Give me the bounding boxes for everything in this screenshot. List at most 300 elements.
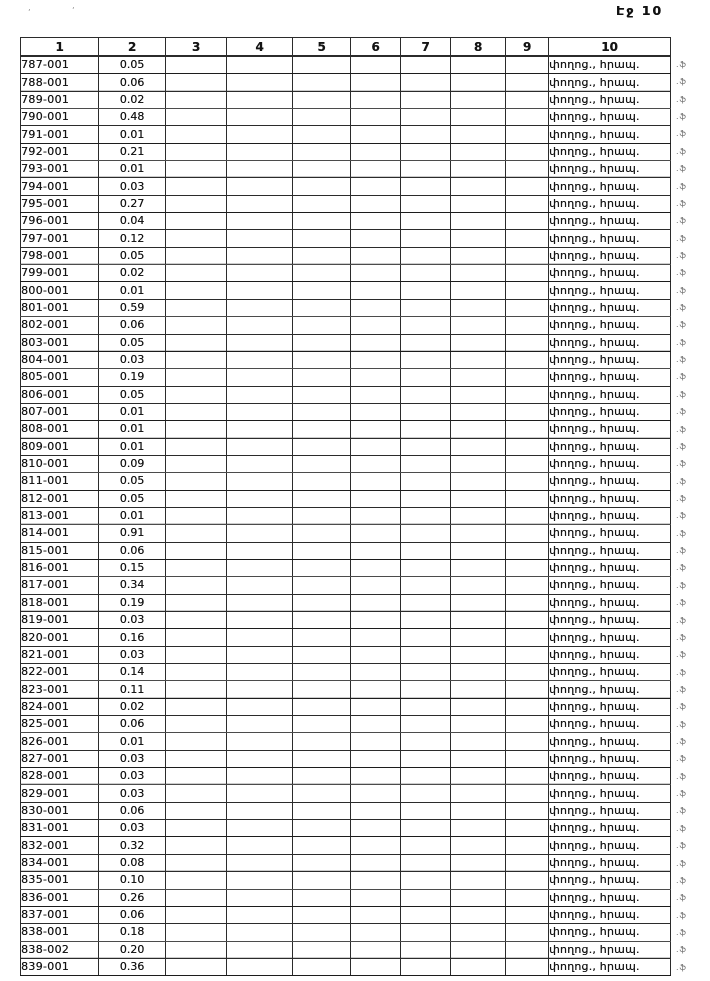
- empty-cell: [506, 889, 549, 906]
- margin-mark: .ֆ: [676, 684, 687, 694]
- table-row: [21, 421, 671, 438]
- empty-cell: [293, 91, 351, 108]
- empty-cell: [451, 438, 506, 455]
- empty-cell: [401, 958, 451, 975]
- empty-cell: [227, 126, 293, 143]
- row-id-cell: 829-001: [21, 785, 99, 802]
- empty-cell: [351, 161, 401, 178]
- empty-cell: [166, 646, 227, 663]
- empty-cell: [351, 750, 401, 767]
- row-id-cell: 837-001: [21, 906, 99, 923]
- note-cell: փողոց., հրապ.: [549, 941, 671, 958]
- empty-cell: [351, 837, 401, 854]
- empty-cell: [227, 369, 293, 386]
- value-cell: 0.01: [99, 507, 166, 524]
- empty-cell: [227, 351, 293, 368]
- empty-cell: [227, 74, 293, 91]
- empty-cell: [351, 438, 401, 455]
- header-row: [21, 38, 671, 57]
- margin-mark: .ֆ: [676, 702, 687, 712]
- empty-cell: [293, 490, 351, 507]
- empty-cell: [351, 386, 401, 403]
- value-cell: 0.01: [99, 403, 166, 420]
- empty-cell: [351, 317, 401, 334]
- empty-cell: [293, 74, 351, 91]
- note-cell: փողոց., հրապ.: [549, 317, 671, 334]
- table-row: [21, 351, 671, 368]
- row-id-cell: 794-001: [21, 178, 99, 195]
- empty-cell: [401, 542, 451, 559]
- empty-cell: [506, 750, 549, 767]
- table-row: [21, 143, 671, 160]
- margin-mark: .ֆ: [676, 806, 687, 816]
- value-cell: 0.03: [99, 612, 166, 629]
- margin-mark: .ֆ: [676, 962, 687, 972]
- empty-cell: [451, 716, 506, 733]
- column-header: 6: [351, 38, 401, 57]
- value-cell: 0.05: [99, 386, 166, 403]
- empty-cell: [506, 577, 549, 594]
- empty-cell: [506, 126, 549, 143]
- row-id-cell: 808-001: [21, 421, 99, 438]
- empty-cell: [293, 559, 351, 576]
- row-id-cell: 819-001: [21, 612, 99, 629]
- note-cell: փողոց., հրապ.: [549, 507, 671, 524]
- empty-cell: [351, 646, 401, 663]
- note-cell: փողոց., հրապ.: [549, 525, 671, 542]
- margin-mark: .ֆ: [676, 650, 687, 660]
- empty-cell: [351, 664, 401, 681]
- empty-cell: [506, 854, 549, 871]
- empty-cell: [401, 525, 451, 542]
- value-cell: 0.03: [99, 785, 166, 802]
- empty-cell: [451, 872, 506, 889]
- empty-cell: [227, 924, 293, 941]
- empty-cell: [166, 664, 227, 681]
- empty-cell: [293, 265, 351, 282]
- empty-cell: [293, 941, 351, 958]
- empty-cell: [351, 490, 401, 507]
- margin-mark: .ֆ: [676, 632, 687, 642]
- value-cell: 0.19: [99, 369, 166, 386]
- empty-cell: [227, 334, 293, 351]
- empty-cell: [451, 247, 506, 264]
- empty-cell: [293, 56, 351, 74]
- row-id-cell: 818-001: [21, 594, 99, 611]
- empty-cell: [506, 594, 549, 611]
- empty-cell: [451, 889, 506, 906]
- empty-cell: [351, 733, 401, 750]
- empty-cell: [401, 455, 451, 472]
- value-cell: 0.06: [99, 906, 166, 923]
- empty-cell: [401, 664, 451, 681]
- empty-cell: [401, 559, 451, 576]
- note-cell: փողոց., հրապ.: [549, 681, 671, 698]
- empty-cell: [506, 698, 549, 715]
- row-id-cell: 800-001: [21, 282, 99, 299]
- empty-cell: [166, 230, 227, 247]
- value-cell: 0.06: [99, 716, 166, 733]
- empty-cell: [506, 403, 549, 420]
- value-cell: 0.19: [99, 594, 166, 611]
- value-cell: 0.15: [99, 559, 166, 576]
- note-cell: փողոց., հրապ.: [549, 109, 671, 126]
- empty-cell: [401, 230, 451, 247]
- note-cell: փողոց., հրապ.: [549, 74, 671, 91]
- empty-cell: [227, 438, 293, 455]
- note-cell: փողոց., հրապ.: [549, 854, 671, 871]
- empty-cell: [227, 646, 293, 663]
- value-cell: 0.01: [99, 438, 166, 455]
- empty-cell: [351, 403, 401, 420]
- margin-mark: .ֆ: [676, 927, 687, 937]
- margin-mark: .ֆ: [676, 268, 687, 278]
- empty-cell: [506, 213, 549, 230]
- margin-mark: .ֆ: [676, 563, 687, 573]
- empty-cell: [227, 681, 293, 698]
- empty-cell: [166, 109, 227, 126]
- table-row: [21, 473, 671, 490]
- empty-cell: [451, 924, 506, 941]
- empty-cell: [227, 455, 293, 472]
- note-cell: փողոց., հրապ.: [549, 178, 671, 195]
- row-id-cell: 806-001: [21, 386, 99, 403]
- table-row: [21, 525, 671, 542]
- empty-cell: [166, 906, 227, 923]
- note-cell: փողոց., հրապ.: [549, 594, 671, 611]
- table-row: [21, 941, 671, 958]
- row-id-cell: 832-001: [21, 837, 99, 854]
- empty-cell: [293, 351, 351, 368]
- row-id-cell: 814-001: [21, 525, 99, 542]
- empty-cell: [227, 577, 293, 594]
- empty-cell: [166, 74, 227, 91]
- row-id-cell: 790-001: [21, 109, 99, 126]
- table-row: [21, 490, 671, 507]
- empty-cell: [451, 646, 506, 663]
- empty-cell: [401, 594, 451, 611]
- row-id-cell: 839-001: [21, 958, 99, 975]
- row-id-cell: 822-001: [21, 664, 99, 681]
- value-cell: 0.21: [99, 143, 166, 160]
- empty-cell: [401, 854, 451, 871]
- row-id-cell: 817-001: [21, 577, 99, 594]
- empty-cell: [293, 161, 351, 178]
- empty-cell: [401, 265, 451, 282]
- row-id-cell: 789-001: [21, 91, 99, 108]
- empty-cell: [351, 178, 401, 195]
- empty-cell: [506, 664, 549, 681]
- column-header: 8: [451, 38, 506, 57]
- empty-cell: [401, 143, 451, 160]
- empty-cell: [293, 681, 351, 698]
- empty-cell: [166, 91, 227, 108]
- empty-cell: [451, 525, 506, 542]
- empty-cell: [166, 473, 227, 490]
- empty-cell: [401, 213, 451, 230]
- page-number-label: Էջ 10: [616, 3, 664, 18]
- empty-cell: [293, 334, 351, 351]
- empty-cell: [451, 768, 506, 785]
- empty-cell: [351, 473, 401, 490]
- note-cell: փողոց., հրապ.: [549, 889, 671, 906]
- note-cell: փողոց., հրապ.: [549, 906, 671, 923]
- value-cell: 0.02: [99, 698, 166, 715]
- empty-cell: [227, 594, 293, 611]
- column-header: 9: [506, 38, 549, 57]
- empty-cell: [166, 421, 227, 438]
- empty-cell: [293, 126, 351, 143]
- empty-cell: [227, 941, 293, 958]
- table-row: [21, 282, 671, 299]
- empty-cell: [451, 265, 506, 282]
- empty-cell: [166, 178, 227, 195]
- empty-cell: [351, 351, 401, 368]
- empty-cell: [351, 958, 401, 975]
- empty-cell: [293, 178, 351, 195]
- table-row: [21, 577, 671, 594]
- empty-cell: [401, 681, 451, 698]
- note-cell: փողոց., հրապ.: [549, 716, 671, 733]
- empty-cell: [293, 230, 351, 247]
- empty-cell: [227, 282, 293, 299]
- empty-cell: [451, 473, 506, 490]
- margin-mark: .ֆ: [676, 250, 687, 260]
- empty-cell: [227, 889, 293, 906]
- value-cell: 0.03: [99, 351, 166, 368]
- empty-cell: [166, 143, 227, 160]
- margin-mark: .ֆ: [676, 875, 687, 885]
- table-row: [21, 178, 671, 195]
- table-row: [21, 317, 671, 334]
- value-cell: 0.06: [99, 802, 166, 819]
- value-cell: 0.03: [99, 646, 166, 663]
- empty-cell: [351, 109, 401, 126]
- empty-cell: [451, 681, 506, 698]
- empty-cell: [227, 317, 293, 334]
- note-cell: փողոց., հրապ.: [549, 577, 671, 594]
- empty-cell: [506, 612, 549, 629]
- empty-cell: [351, 559, 401, 576]
- empty-cell: [451, 906, 506, 923]
- note-cell: փողոց., հրապ.: [549, 733, 671, 750]
- value-cell: 0.03: [99, 768, 166, 785]
- empty-cell: [451, 334, 506, 351]
- empty-cell: [351, 265, 401, 282]
- empty-cell: [293, 924, 351, 941]
- empty-cell: [166, 889, 227, 906]
- empty-cell: [506, 837, 549, 854]
- empty-cell: [401, 646, 451, 663]
- row-id-cell: 824-001: [21, 698, 99, 715]
- table-row: [21, 958, 671, 975]
- table-row: [21, 820, 671, 837]
- empty-cell: [451, 403, 506, 420]
- note-cell: փողոց., հրապ.: [549, 473, 671, 490]
- table-row: [21, 247, 671, 264]
- empty-cell: [401, 369, 451, 386]
- empty-cell: [506, 109, 549, 126]
- empty-cell: [166, 733, 227, 750]
- empty-cell: [451, 455, 506, 472]
- empty-cell: [401, 351, 451, 368]
- table-row: [21, 924, 671, 941]
- margin-mark: .ֆ: [676, 737, 687, 747]
- empty-cell: [351, 716, 401, 733]
- table-row: [21, 230, 671, 247]
- empty-cell: [293, 854, 351, 871]
- row-id-cell: 807-001: [21, 403, 99, 420]
- empty-cell: [351, 924, 401, 941]
- margin-mark: .ֆ: [676, 667, 687, 677]
- row-id-cell: 831-001: [21, 820, 99, 837]
- margin-mark: .ֆ: [676, 77, 687, 87]
- row-id-cell: 838-002: [21, 941, 99, 958]
- table-row: [21, 386, 671, 403]
- empty-cell: [293, 906, 351, 923]
- empty-cell: [401, 507, 451, 524]
- empty-cell: [293, 837, 351, 854]
- empty-cell: [506, 906, 549, 923]
- margin-mark: .ֆ: [676, 355, 687, 365]
- row-id-cell: 830-001: [21, 802, 99, 819]
- row-id-cell: 828-001: [21, 768, 99, 785]
- scan-speck: ՚: [28, 8, 31, 17]
- note-cell: փողոց., հրապ.: [549, 369, 671, 386]
- table-row: [21, 646, 671, 663]
- empty-cell: [351, 421, 401, 438]
- empty-cell: [351, 334, 401, 351]
- row-id-cell: 815-001: [21, 542, 99, 559]
- empty-cell: [506, 958, 549, 975]
- empty-cell: [227, 733, 293, 750]
- row-id-cell: 788-001: [21, 74, 99, 91]
- row-id-cell: 821-001: [21, 646, 99, 663]
- note-cell: փողոց., հրապ.: [549, 542, 671, 559]
- empty-cell: [293, 473, 351, 490]
- empty-cell: [451, 594, 506, 611]
- value-cell: 0.09: [99, 455, 166, 472]
- table-row: [21, 195, 671, 212]
- value-cell: 0.03: [99, 750, 166, 767]
- empty-cell: [401, 785, 451, 802]
- value-cell: 0.91: [99, 525, 166, 542]
- empty-cell: [401, 872, 451, 889]
- table-row: [21, 438, 671, 455]
- column-header: 10: [549, 38, 671, 57]
- empty-cell: [227, 386, 293, 403]
- empty-cell: [451, 733, 506, 750]
- empty-cell: [166, 958, 227, 975]
- empty-cell: [227, 473, 293, 490]
- empty-cell: [506, 265, 549, 282]
- empty-cell: [401, 247, 451, 264]
- note-cell: փողոց., հրապ.: [549, 334, 671, 351]
- row-id-cell: 820-001: [21, 629, 99, 646]
- row-id-cell: 796-001: [21, 213, 99, 230]
- row-id-cell: 838-001: [21, 924, 99, 941]
- note-cell: փողոց., հրապ.: [549, 386, 671, 403]
- table-row: [21, 750, 671, 767]
- empty-cell: [451, 143, 506, 160]
- empty-cell: [451, 126, 506, 143]
- empty-cell: [293, 889, 351, 906]
- empty-cell: [401, 403, 451, 420]
- empty-cell: [293, 750, 351, 767]
- empty-cell: [506, 317, 549, 334]
- empty-cell: [166, 525, 227, 542]
- empty-cell: [166, 542, 227, 559]
- table-row: [21, 785, 671, 802]
- empty-cell: [166, 126, 227, 143]
- margin-mark: .ֆ: [676, 285, 687, 295]
- value-cell: 0.06: [99, 74, 166, 91]
- value-cell: 0.05: [99, 334, 166, 351]
- empty-cell: [166, 317, 227, 334]
- value-cell: 0.03: [99, 820, 166, 837]
- note-cell: փողոց., հրապ.: [549, 958, 671, 975]
- column-header: 1: [21, 38, 99, 57]
- empty-cell: [506, 820, 549, 837]
- empty-cell: [506, 247, 549, 264]
- empty-cell: [506, 473, 549, 490]
- empty-cell: [401, 629, 451, 646]
- row-id-cell: 825-001: [21, 716, 99, 733]
- table-body: [21, 56, 671, 976]
- empty-cell: [166, 577, 227, 594]
- empty-cell: [227, 56, 293, 74]
- row-id-cell: 826-001: [21, 733, 99, 750]
- table-row: [21, 698, 671, 715]
- note-cell: փողոց., հրապ.: [549, 230, 671, 247]
- empty-cell: [451, 91, 506, 108]
- value-cell: 0.01: [99, 126, 166, 143]
- empty-cell: [451, 958, 506, 975]
- empty-cell: [506, 421, 549, 438]
- empty-cell: [351, 213, 401, 230]
- empty-cell: [166, 282, 227, 299]
- margin-mark: .ֆ: [676, 771, 687, 781]
- empty-cell: [451, 490, 506, 507]
- empty-cell: [506, 941, 549, 958]
- column-header: 4: [227, 38, 293, 57]
- table-row: [21, 716, 671, 733]
- table-row: [21, 91, 671, 108]
- empty-cell: [401, 716, 451, 733]
- empty-cell: [166, 872, 227, 889]
- row-id-cell: 816-001: [21, 559, 99, 576]
- value-cell: 0.02: [99, 265, 166, 282]
- empty-cell: [401, 178, 451, 195]
- empty-cell: [451, 351, 506, 368]
- value-cell: 0.20: [99, 941, 166, 958]
- empty-cell: [401, 577, 451, 594]
- empty-cell: [166, 854, 227, 871]
- empty-cell: [166, 438, 227, 455]
- note-cell: փողոց., հրապ.: [549, 91, 671, 108]
- note-cell: փողոց., հրապ.: [549, 646, 671, 663]
- note-cell: փողոց., հրապ.: [549, 924, 671, 941]
- table-row: [21, 837, 671, 854]
- empty-cell: [351, 906, 401, 923]
- empty-cell: [227, 490, 293, 507]
- empty-cell: [401, 334, 451, 351]
- margin-mark: .ֆ: [676, 198, 687, 208]
- empty-cell: [506, 143, 549, 160]
- margin-mark: .ֆ: [676, 181, 687, 191]
- empty-cell: [227, 91, 293, 108]
- table-row: [21, 126, 671, 143]
